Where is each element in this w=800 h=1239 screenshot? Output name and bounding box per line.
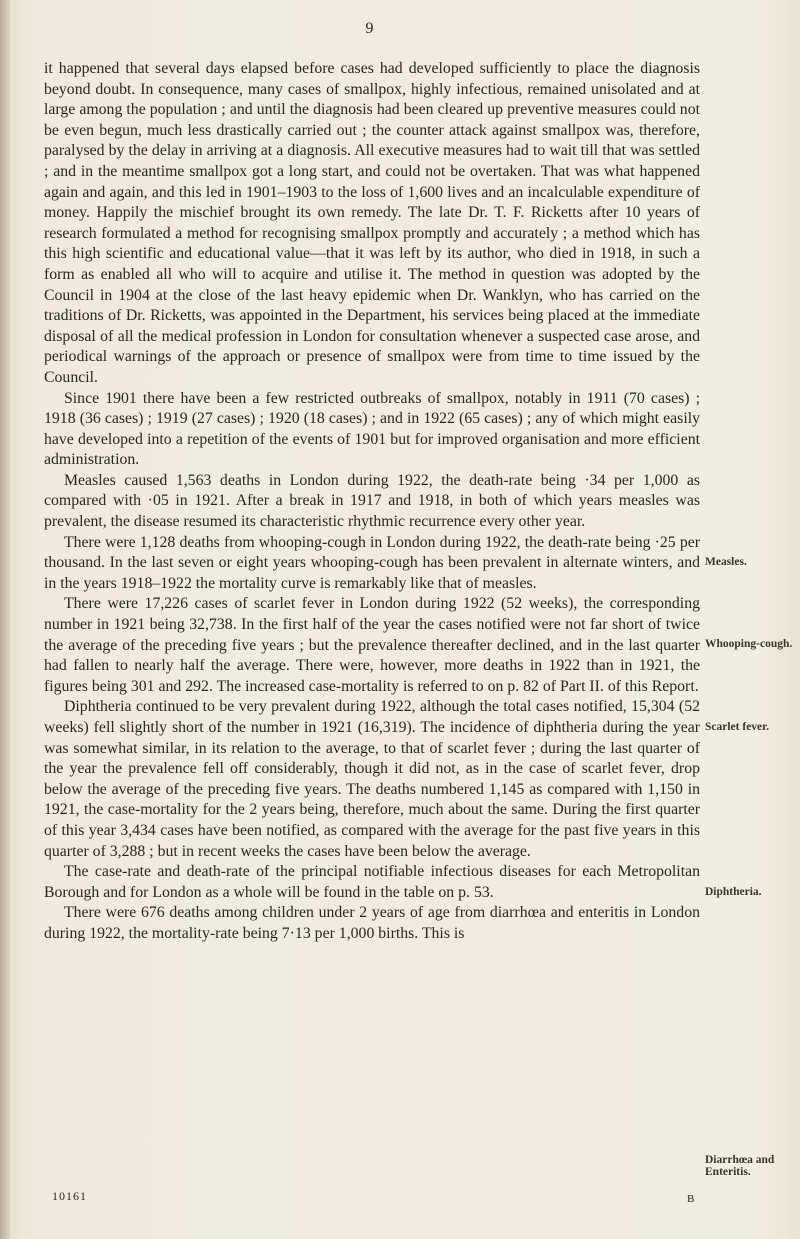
signature-mark: B xyxy=(687,1193,695,1205)
page-edge-shadow xyxy=(0,0,10,1239)
paragraph-measles: Measles caused 1,563 deaths in London during 1922, the death-rate being ·34 per 1,000 as compared with ·05 in 1921. After a break in 1917 and 1918, in both of which years measles was prevalent, the disease resumed its characteristic rhythmic recurrence every other year. xyxy=(44,471,700,531)
margin-note-diarrhoea: Diarrhœa and Enteritis. xyxy=(705,1154,775,1178)
paragraph-diarrhoea: There were 676 deaths among children under 2 years of age from diarrhœa and enteritis in London during 1922, the mortality-rate being 7·13 per 1,000 births. This is xyxy=(44,904,700,942)
margin-note-diphtheria: Diphtheria. xyxy=(705,886,762,898)
paragraph-smallpox-outbreaks: Since 1901 there have been a few restricted outbreaks of smallpox, notably in 1911 (70 cases) ; 1918 (36 cases) ; 1919 (27 cases) ; 1920 (18 cases) ; and in 1922 (65 cases) ; any of which might easily have developed into a repetition of the events of 1901 but for improved organisation and more efficient administration. xyxy=(44,389,700,469)
body-text xyxy=(44,59,700,945)
print-code: 10161 xyxy=(52,1189,87,1203)
paragraph-whooping-cough: There were 1,128 deaths from whooping-cough in London during 1922, the death-rate being ·25 per thousand. In the last seven or eight years whooping-cough has been prevalent in alternate winters, and in the years 1918–1922 the mortality curve is remarkably like that of measles. xyxy=(44,533,700,592)
margin-note-whooping-cough: Whooping-cough. xyxy=(705,638,793,650)
margin-note-measles: Measles. xyxy=(705,556,747,568)
paragraph-scarlet-fever: There were 17,226 cases of scarlet fever in London during 1922 (52 weeks), the corresponding number in 1921 being 32,738. In the first half of the year the cases notified were not far short of twice the average of the preceding five years ; but the prevalence thereafter declined, and in the last quarter had fallen to nearly half the average. There were, however, more deaths in 1922 than in 1921, the figures being 301 and 292. The increased case-mortality is referred to on p. 82 of Part II. of this Report. xyxy=(44,595,700,695)
paragraph-diphtheria: Diphtheria continued to be very prevalent during 1922, although the total cases notified, 15,304 (52 weeks) fell slightly short of the number in 1921 (16,319). The incidence of diphtheria during the year was somewhat similar, in its relation to the average, to that of scarlet fever ; during the last quarter of the year the prevalence fell off considerably, though it did not, as in the case of scarlet fever, drop below the average of the preceding five years. The deaths numbered 1,145 as compared with 1,150 in 1921, the case-mortality for the 2 years being, therefore, much about the same. During the first quarter of this year 3,434 cases have been notified, as compared with the average for the past five years in this quarter of 3,288 ; but in recent weeks the cases have been below the average. xyxy=(44,698,700,860)
paragraph-case-rate-table: The case-rate and death-rate of the principal notifiable infectious diseases for each Metropolitan Borough and for London as a whole will be found in the table on p. 53. xyxy=(44,863,700,901)
paragraph-smallpox-diagnosis: it happened that several days elapsed before cases had developed sufficiently to place the diagnosis beyond doubt. In consequence, many cases of smallpox, highly infectious, remained unisolated and at large among the population ; and until the diagnosis had been cleared up preventive measures could not be even begun, much less drastically carried out ; the counter attack against smallpox was, therefore, paralysed by the delay in arriving at a diagnosis. All executive measures had to wait till that was settled ; and in the meantime smallpox got a long start, and could not be overtaken. That was what happened again and again, and this led in 1901–1903 to the loss of 1,600 lives and an incalculable expenditure of money. Happily the mischief brought its own remedy. The late Dr. T. F. Ricketts after 10 years of research formulated a method for recognising smallpox promptly and accurately ; a method which has this high scientific and educational value—that it was left by its author, who died in 1918, in such a form as enabled all who will to acquire and utilise it. The method in question was adopted by the Council in 1904 at the close of the last heavy epidemic when Dr. Wanklyn, who has carried on the traditions of Dr. Ricketts, was appointed in the Department, his services being placed at the immediate disposal of all the medical profession in London for consultation whenever a suspected case arose, and periodical warnings of the approach or presence of smallpox were from time to time issued by the Council. xyxy=(44,60,700,386)
page-number: 9 xyxy=(365,20,375,37)
margin-note-scarlet-fever: Scarlet fever. xyxy=(705,721,770,733)
